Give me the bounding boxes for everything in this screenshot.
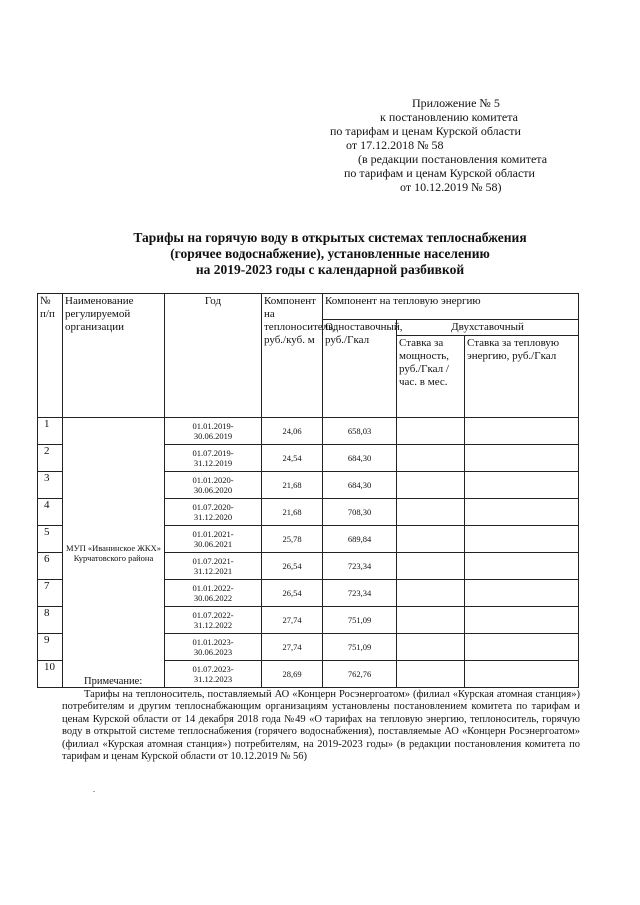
appendix-date: от 17.12.2018 № 58 — [346, 138, 444, 152]
header-num: № п/п — [38, 294, 63, 418]
period-start: 01.07.2021- — [192, 556, 234, 566]
row-number: 6 — [38, 553, 63, 580]
row-period — [165, 445, 262, 472]
appendix-line-6: по тарифам и ценам Курской области — [344, 166, 535, 180]
row-period — [165, 499, 262, 526]
row-period — [165, 418, 262, 445]
period-start: 01.01.2019- — [192, 421, 234, 431]
energy-rate-value — [465, 634, 579, 661]
header-year: Год — [165, 294, 262, 418]
row-number: 10 — [38, 661, 63, 688]
note-block — [62, 676, 580, 764]
row-number: 2 — [38, 445, 63, 472]
table-row — [38, 418, 579, 445]
appendix-line-2: к постановлению комитета — [380, 110, 518, 124]
energy-rate-value — [465, 580, 579, 607]
period-end: 30.06.2019 — [193, 431, 233, 441]
energy-rate-value — [465, 526, 579, 553]
capacity-rate-value — [397, 526, 465, 553]
row-number: 5 — [38, 526, 63, 553]
single-rate-value: 751,09 — [323, 607, 397, 634]
row-period — [165, 553, 262, 580]
period-start: 01.07.2022- — [192, 610, 234, 620]
coolant-value: 27,74 — [262, 607, 323, 634]
coolant-value: 21,68 — [262, 499, 323, 526]
single-rate-value: 708,30 — [323, 499, 397, 526]
energy-rate-value — [465, 553, 579, 580]
header-org: Наименование регулируемой организации — [63, 294, 165, 418]
capacity-rate-value — [397, 418, 465, 445]
title-line-1: Тарифы на горячую воду в открытых системах теплоснабжения — [133, 230, 527, 245]
header-double: Двухставочный — [397, 320, 579, 336]
row-period — [165, 526, 262, 553]
capacity-rate-value — [397, 634, 465, 661]
row-number: 8 — [38, 607, 63, 634]
header-energy-rate: Ставка за тепловую энергию, руб./Гкал — [465, 336, 579, 418]
single-rate-value: 762,76 — [323, 661, 397, 688]
header-coolant: Компонент на теплоноситель, руб./куб. м — [262, 294, 323, 418]
capacity-rate-value — [397, 580, 465, 607]
energy-rate-value — [465, 607, 579, 634]
period-end: 31.12.2021 — [193, 566, 233, 576]
period-end: 30.06.2023 — [193, 647, 233, 657]
coolant-value: 26,54 — [262, 580, 323, 607]
coolant-value: 25,78 — [262, 526, 323, 553]
row-number: 9 — [38, 634, 63, 661]
header-single: Одноставочный, руб./Гкал — [323, 320, 397, 418]
period-end: 31.12.2020 — [193, 512, 233, 522]
coolant-value: 27,74 — [262, 634, 323, 661]
period-end: 30.06.2022 — [193, 593, 233, 603]
period-start: 01.07.2020- — [192, 502, 234, 512]
period-end: 31.12.2023 — [193, 674, 233, 684]
capacity-rate-value — [397, 553, 465, 580]
coolant-value: 21,68 — [262, 472, 323, 499]
single-rate-value: 684,30 — [323, 472, 397, 499]
capacity-rate-value — [397, 607, 465, 634]
coolant-value: 24,54 — [262, 445, 323, 472]
energy-rate-value — [465, 472, 579, 499]
row-number: 3 — [38, 472, 63, 499]
coolant-value: 24,06 — [262, 418, 323, 445]
appendix-line-5: (в редакции постановления комитета — [358, 152, 548, 166]
energy-rate-value — [465, 445, 579, 472]
title-line-2: (горячее водоснабжение), установленные населению — [170, 246, 490, 261]
note-label: Примечание: — [84, 676, 143, 687]
tariff-table — [37, 293, 579, 688]
single-rate-value: 684,30 — [323, 445, 397, 472]
row-period — [165, 634, 262, 661]
single-rate-value: 689,84 — [323, 526, 397, 553]
row-period — [165, 472, 262, 499]
row-period — [165, 580, 262, 607]
period-end: 30.06.2021 — [193, 539, 233, 549]
capacity-rate-value — [397, 445, 465, 472]
period-start: 01.01.2020- — [192, 475, 234, 485]
appendix-header — [330, 96, 590, 194]
coolant-value: 28,69 — [262, 661, 323, 688]
appendix-line-7: от 10.12.2019 № 58) — [400, 180, 502, 194]
note-text: Тарифы на теплоноситель, поставляемый АО «Концерн Росэнергоатом» (филиал «Курская атомная станция») потребителям и другим теплоснабжающим организациям установлены постановлением комитета по тарифам и ценам Курской области от 14 декабря 2018 года №49 «О тарифах на тепловую энергию, теплоноситель, горячую воду в открытой системе теплоснабжения (горячего водоснабжения), поставляемые АО «Концерн Росэнергоатом» (филиал «Курская атомная станция») потребителям, на 2019-2023 годы» (в редакции постановления комитета по тарифам и ценам Курской области от 10.12.2019 № 56) — [62, 688, 580, 762]
organization-name: МУП «Иванинское ЖКХ» Курчатовского района — [63, 418, 165, 688]
coolant-value: 26,54 — [262, 553, 323, 580]
row-period — [165, 607, 262, 634]
appendix-number: Приложение № 5 — [412, 96, 500, 110]
single-rate-value: 658,03 — [323, 418, 397, 445]
row-number: 4 — [38, 499, 63, 526]
period-start: 01.01.2021- — [192, 529, 234, 539]
period-start: 01.07.2019- — [192, 448, 234, 458]
single-rate-value: 723,34 — [323, 580, 397, 607]
document-title — [80, 230, 580, 278]
period-end: 31.12.2022 — [193, 620, 233, 630]
header-capacity-rate: Ставка за мощность, руб./Гкал /час. в мес. — [397, 336, 465, 418]
energy-rate-value — [465, 418, 579, 445]
single-rate-value: 751,09 — [323, 634, 397, 661]
period-end: 30.06.2020 — [193, 485, 233, 495]
footer-mark: . — [93, 785, 95, 794]
period-start: 01.01.2023- — [192, 637, 234, 647]
capacity-rate-value — [397, 472, 465, 499]
single-rate-value: 723,34 — [323, 553, 397, 580]
title-line-3: на 2019-2023 годы с календарной разбивкой — [195, 262, 465, 277]
row-number: 7 — [38, 580, 63, 607]
capacity-rate-value — [397, 499, 465, 526]
period-start: 01.07.2023- — [192, 664, 234, 674]
row-number: 1 — [38, 418, 63, 445]
appendix-line-3: по тарифам и ценам Курской области — [330, 124, 521, 138]
period-start: 01.01.2022- — [192, 583, 234, 593]
period-end: 31.12.2019 — [193, 458, 233, 468]
header-thermal: Компонент на тепловую энергию — [323, 294, 579, 320]
energy-rate-value — [465, 499, 579, 526]
